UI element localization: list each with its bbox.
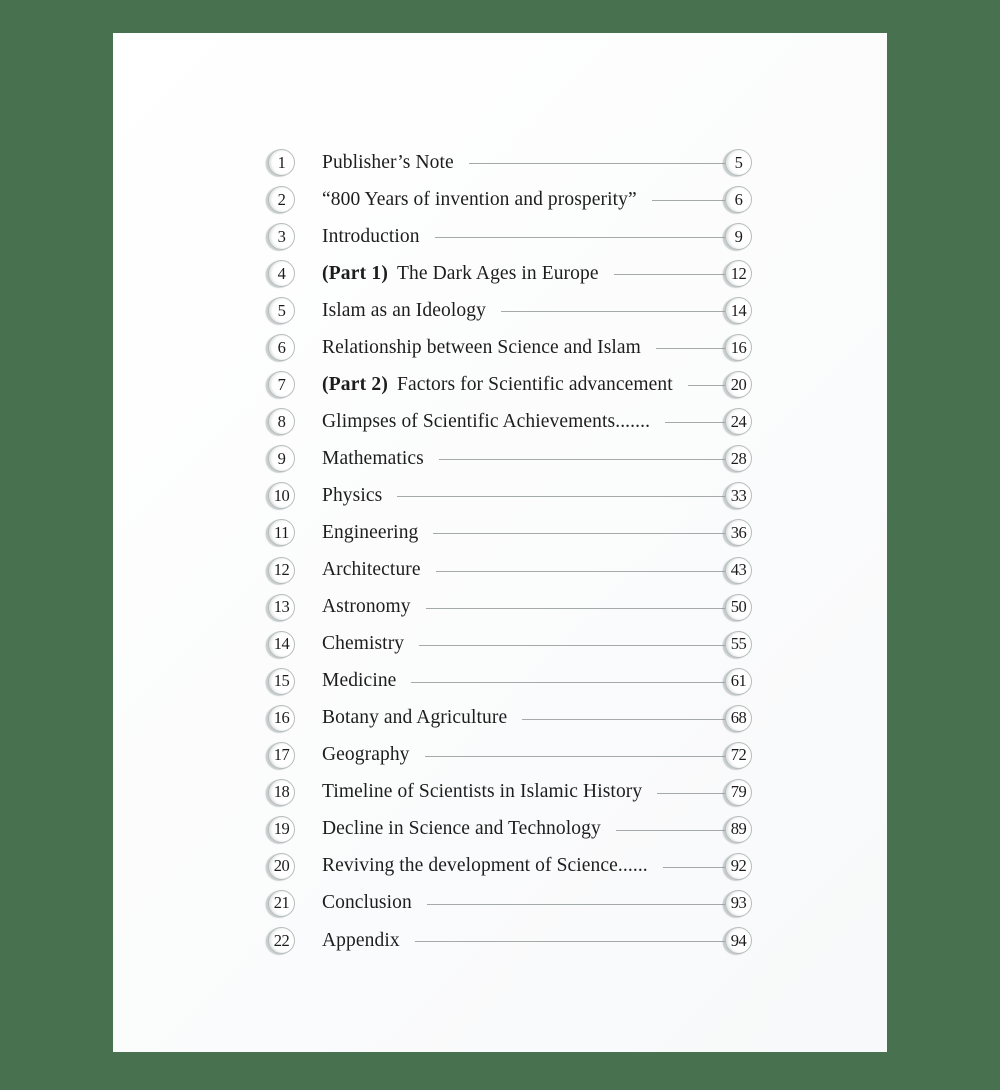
leader-line xyxy=(469,163,725,164)
chapter-number-badge: 7 xyxy=(268,371,295,398)
leader-line xyxy=(427,904,725,905)
chapter-number-badge: 10 xyxy=(268,482,295,509)
leader-line xyxy=(616,830,725,831)
part-label: (Part 1) xyxy=(322,262,389,284)
toc-row xyxy=(113,144,887,181)
chapter-number-badge: 1 xyxy=(268,149,295,176)
leader-line xyxy=(614,274,725,275)
leader-line xyxy=(688,385,725,386)
page-number-badge: 68 xyxy=(725,705,752,732)
chapter-number-badge: 3 xyxy=(268,223,295,250)
page-number-badge: 12 xyxy=(725,260,752,287)
page-number-badge: 93 xyxy=(725,890,752,917)
page-number-badge: 6 xyxy=(725,186,752,213)
chapter-number-badge: 14 xyxy=(268,631,295,658)
chapter-number-badge: 5 xyxy=(268,297,295,324)
toc-row xyxy=(113,774,887,811)
toc-row xyxy=(113,700,887,737)
toc-row xyxy=(113,329,887,366)
chapter-number-badge: 9 xyxy=(268,445,295,472)
page-number-badge: 9 xyxy=(725,223,752,250)
chapter-number-badge: 15 xyxy=(268,668,295,695)
leader-line xyxy=(665,422,725,423)
leader-line xyxy=(411,682,725,683)
leader-line xyxy=(419,645,725,646)
page-number-badge: 55 xyxy=(725,631,752,658)
chapter-number-badge: 18 xyxy=(268,779,295,806)
chapter-title: Astronomy xyxy=(322,596,411,618)
page-number-badge: 24 xyxy=(725,408,752,435)
toc-row xyxy=(113,811,887,848)
chapter-number-badge: 17 xyxy=(268,742,295,769)
leader-line xyxy=(433,533,725,534)
page-number-badge: 92 xyxy=(725,853,752,880)
toc-row xyxy=(113,514,887,551)
chapter-title: Introduction xyxy=(322,225,420,247)
page-number-badge: 14 xyxy=(725,297,752,324)
chapter-title: Glimpses of Scientific Achievements....... xyxy=(322,410,651,432)
leader-line xyxy=(663,867,725,868)
chapter-title: Appendix xyxy=(322,929,400,951)
toc-row xyxy=(113,737,887,774)
toc-row xyxy=(113,848,887,885)
chapter-title: Architecture xyxy=(322,559,421,581)
chapter-number-badge: 6 xyxy=(268,334,295,361)
chapter-title: Publisher’s Note xyxy=(322,151,454,173)
page-number-badge: 5 xyxy=(725,149,752,176)
chapter-number-badge: 11 xyxy=(268,519,295,546)
toc-row xyxy=(113,181,887,218)
chapter-title: Islam as an Ideology xyxy=(322,299,486,321)
leader-line xyxy=(656,348,725,349)
book-page xyxy=(113,33,887,1052)
chapter-number-badge: 2 xyxy=(268,186,295,213)
toc-row xyxy=(113,292,887,329)
page-number-badge: 33 xyxy=(725,482,752,509)
chapter-number-badge: 12 xyxy=(268,557,295,584)
toc-row xyxy=(113,403,887,440)
chapter-number-badge: 4 xyxy=(268,260,295,287)
chapter-title: Decline in Science and Technology xyxy=(322,818,601,840)
chapter-title: Geography xyxy=(322,744,410,766)
leader-line xyxy=(397,496,725,497)
chapter-title: Botany and Agriculture xyxy=(322,707,508,729)
chapter-title: (Part 1) The Dark Ages in Europe xyxy=(322,262,599,284)
toc-row xyxy=(113,885,887,922)
leader-line xyxy=(435,237,725,238)
leader-line xyxy=(657,793,725,794)
chapter-number-badge: 20 xyxy=(268,853,295,880)
page-number-badge: 50 xyxy=(725,594,752,621)
leader-line xyxy=(501,311,725,312)
leader-line xyxy=(415,941,725,942)
chapter-title: (Part 2) Factors for Scientific advancement xyxy=(322,373,673,395)
chapter-number-badge: 8 xyxy=(268,408,295,435)
part-label: (Part 2) xyxy=(322,373,389,395)
chapter-title: Mathematics xyxy=(322,447,424,469)
toc-row xyxy=(113,922,887,959)
leader-line xyxy=(522,719,725,720)
page-number-badge: 28 xyxy=(725,445,752,472)
page-number-badge: 79 xyxy=(725,779,752,806)
page-number-badge: 61 xyxy=(725,668,752,695)
page-number-badge: 94 xyxy=(725,927,752,954)
chapter-number-badge: 13 xyxy=(268,594,295,621)
chapter-title: Physics xyxy=(322,484,383,506)
toc-row xyxy=(113,663,887,700)
chapter-title: Reviving the development of Science...... xyxy=(322,855,648,877)
page-number-badge: 16 xyxy=(725,334,752,361)
chapter-title: Medicine xyxy=(322,670,397,692)
leader-line xyxy=(439,459,725,460)
toc-row xyxy=(113,440,887,477)
chapter-title: Relationship between Science and Islam xyxy=(322,336,641,358)
page-number-badge: 89 xyxy=(725,816,752,843)
chapter-title: Engineering xyxy=(322,521,419,543)
leader-line xyxy=(425,756,725,757)
table-of-contents xyxy=(113,144,887,959)
toc-row xyxy=(113,552,887,589)
chapter-number-badge: 16 xyxy=(268,705,295,732)
chapter-title: Timeline of Scientists in Islamic History xyxy=(322,781,643,803)
chapter-number-badge: 21 xyxy=(268,890,295,917)
leader-line xyxy=(426,608,725,609)
chapter-title: “800 Years of invention and prosperity” xyxy=(322,188,637,210)
page-number-badge: 20 xyxy=(725,371,752,398)
leader-line xyxy=(652,200,725,201)
chapter-number-badge: 22 xyxy=(268,927,295,954)
page-number-badge: 43 xyxy=(725,557,752,584)
page-number-badge: 36 xyxy=(725,519,752,546)
toc-row xyxy=(113,366,887,403)
toc-row xyxy=(113,218,887,255)
chapter-title: Conclusion xyxy=(322,892,412,914)
chapter-number-badge: 19 xyxy=(268,816,295,843)
page-number-badge: 72 xyxy=(725,742,752,769)
toc-row xyxy=(113,477,887,514)
toc-row xyxy=(113,255,887,292)
toc-row xyxy=(113,626,887,663)
toc-row xyxy=(113,589,887,626)
leader-line xyxy=(436,571,725,572)
chapter-title: Chemistry xyxy=(322,633,405,655)
